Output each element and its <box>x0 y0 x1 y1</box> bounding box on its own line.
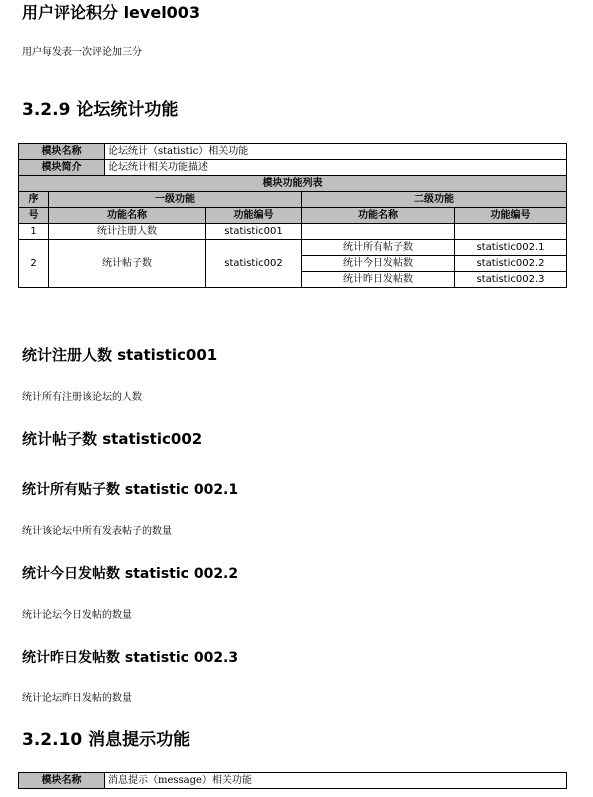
table-row <box>19 773 567 789</box>
row2-code: statistic002 <box>206 240 302 288</box>
table-row <box>19 240 567 256</box>
row2-sub1-code: statistic002.1 <box>455 240 567 256</box>
section-heading-3210: 3.2.10 消息提示功能 <box>22 730 191 750</box>
module-name-label: 模块名称 <box>19 144 105 160</box>
table-row <box>19 192 567 208</box>
row1-name: 统计注册人数 <box>49 224 206 240</box>
module-intro-label: 模块简介 <box>19 160 105 176</box>
block-heading-statistic002-2: 统计今日发帖数 statistic 002.2 <box>22 566 239 582</box>
row2-seq: 2 <box>19 240 49 288</box>
seq-header-bottom: 号 <box>19 208 49 224</box>
row2-sub3-code: statistic002.3 <box>455 272 567 288</box>
module-name-value: 论坛统计（statistic）相关功能 <box>105 144 567 160</box>
row1-code: statistic001 <box>206 224 302 240</box>
module-spec-table <box>18 143 567 288</box>
module-name-label-3210: 模块名称 <box>19 773 105 789</box>
func-name-header: 功能名称 <box>49 208 206 224</box>
section-heading-level003: 用户评论积分 level003 <box>22 3 201 22</box>
table-row <box>19 176 567 192</box>
row2-sub3-name: 统计昨日发帖数 <box>302 272 455 288</box>
row2-sub2-name: 统计今日发帖数 <box>302 256 455 272</box>
row1-sub-name-empty <box>302 224 455 240</box>
section-heading-329: 3.2.9 论坛统计功能 <box>22 100 179 120</box>
func-code-header: 功能编号 <box>206 208 302 224</box>
block-heading-statistic001: 统计注册人数 statistic001 <box>22 346 218 364</box>
function-list-title: 模块功能列表 <box>19 176 567 192</box>
block-text-statistic001: 统计所有注册该论坛的人数 <box>22 392 142 403</box>
level1-header: 一级功能 <box>49 192 302 208</box>
table-row <box>19 160 567 176</box>
level2-header: 二级功能 <box>302 192 567 208</box>
row1-sub-code-empty <box>455 224 567 240</box>
module-intro-value: 论坛统计相关功能描述 <box>105 160 567 176</box>
block-heading-statistic002-1: 统计所有贴子数 statistic 002.1 <box>22 482 239 498</box>
block-text-statistic002-2: 统计论坛今日发帖的数量 <box>22 610 132 621</box>
block-heading-statistic002: 统计帖子数 statistic002 <box>22 430 203 448</box>
block-text-statistic002-3: 统计论坛昨日发帖的数量 <box>22 693 132 704</box>
block-heading-statistic002-3: 统计昨日发帖数 statistic 002.3 <box>22 650 239 666</box>
table-row <box>19 208 567 224</box>
func-code-header-2: 功能编号 <box>455 208 567 224</box>
table-row <box>19 224 567 240</box>
module-spec-table-3210 <box>18 772 567 789</box>
func-name-header-2: 功能名称 <box>302 208 455 224</box>
table-row <box>19 144 567 160</box>
block-text-statistic002-1: 统计该论坛中所有发表帖子的数量 <box>22 526 172 537</box>
row2-sub1-name: 统计所有帖子数 <box>302 240 455 256</box>
row2-name: 统计帖子数 <box>49 240 206 288</box>
row1-seq: 1 <box>19 224 49 240</box>
module-name-value-3210: 消息提示（message）相关功能 <box>105 773 567 789</box>
seq-header-top: 序 <box>19 192 49 208</box>
section-text-level003: 用户每发表一次评论加三分 <box>22 47 142 58</box>
row2-sub2-code: statistic002.2 <box>455 256 567 272</box>
